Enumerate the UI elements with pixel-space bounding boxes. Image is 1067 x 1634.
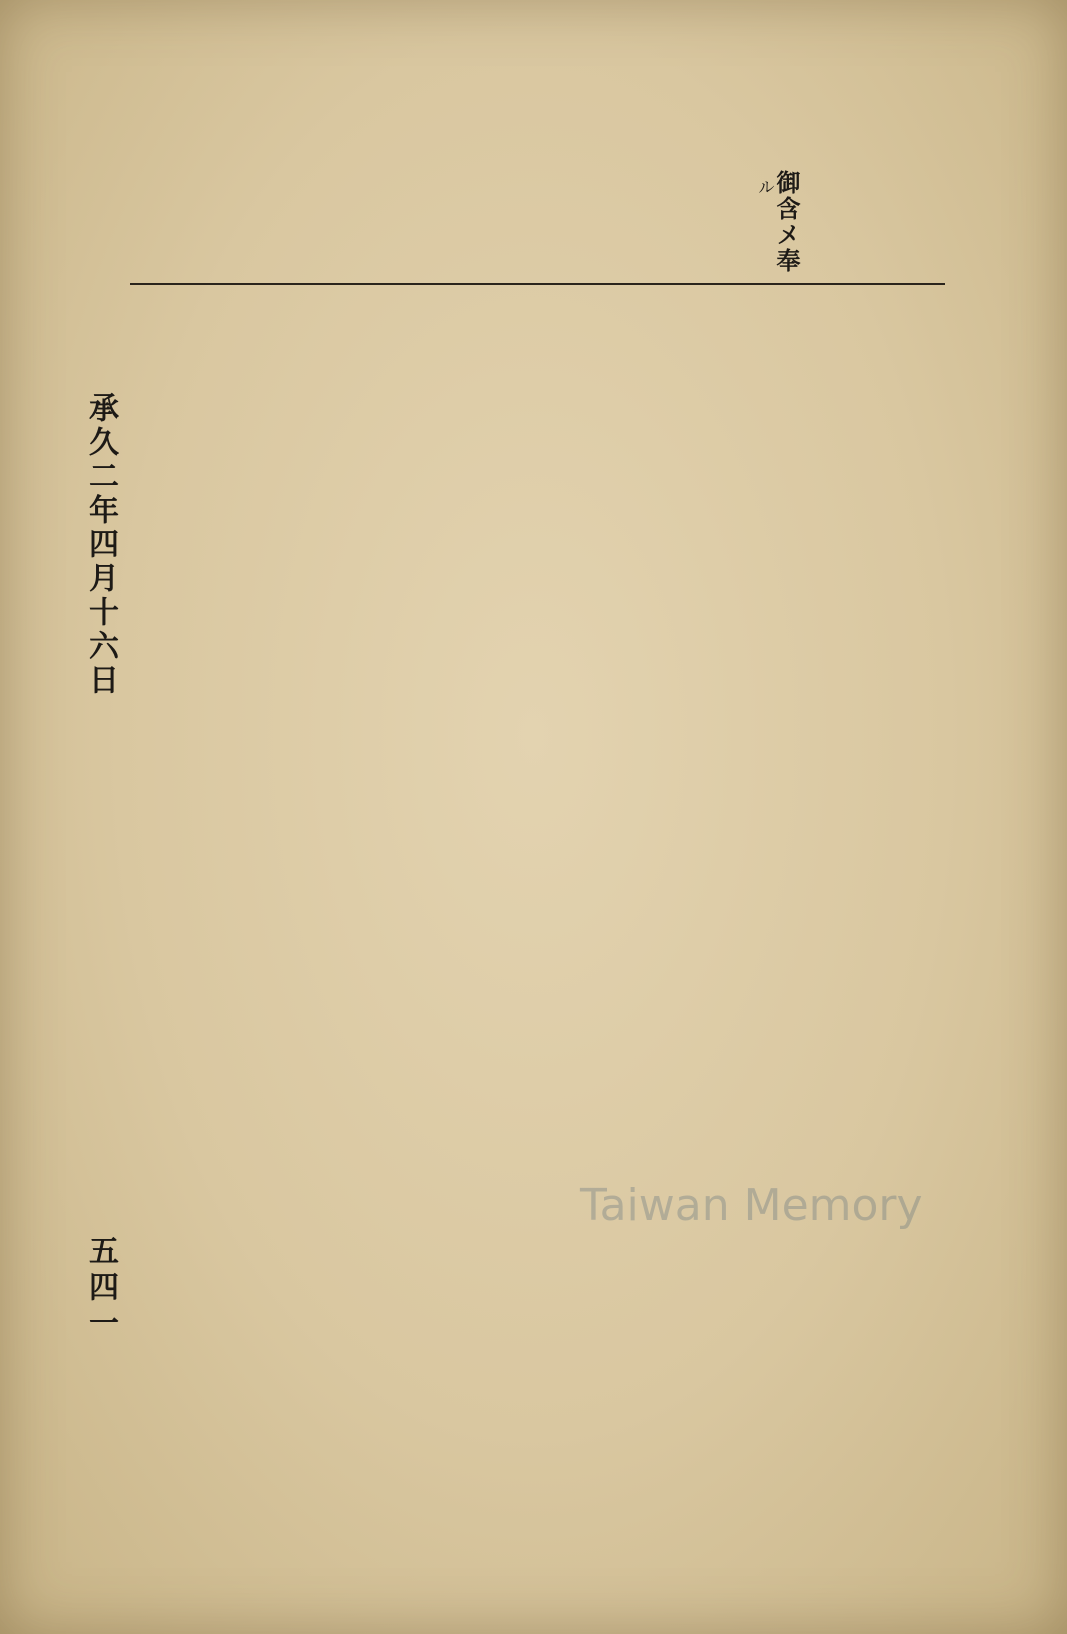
footer-date-title: 承久二年四月十六日 <box>83 392 118 698</box>
watermark-middle: Taiwan Memory <box>580 1180 923 1231</box>
header-rule <box>130 283 945 285</box>
margin-note-sub: ル <box>754 178 774 197</box>
watermark <box>470 1180 990 1450</box>
page-number: 五四一 <box>83 1235 118 1343</box>
margin-note-main: 御含メ奉 <box>772 170 801 274</box>
